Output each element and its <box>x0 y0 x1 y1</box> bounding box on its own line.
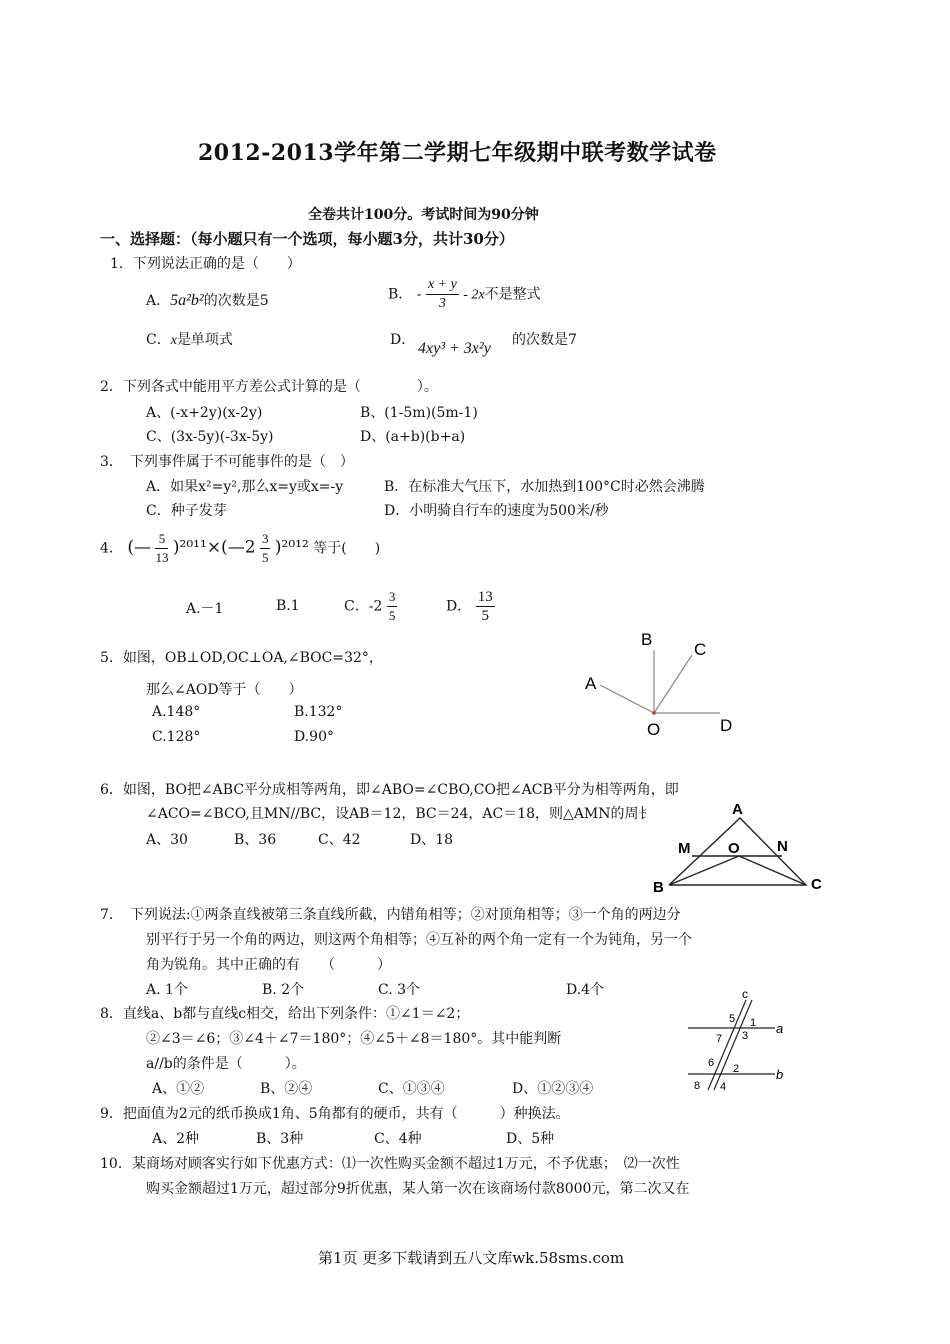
triangle-figure <box>646 798 832 896</box>
label-m: M <box>678 840 691 857</box>
parallel-lines-figure <box>680 986 800 1096</box>
q6-option-d: D、18 <box>410 832 454 848</box>
q3-stem: 3． 下列事件属于不可能事件的是（ ） <box>100 454 354 470</box>
angle-3: 3 <box>742 1030 749 1042</box>
q7-option-b: B. 2个 <box>262 982 305 998</box>
section-heading: 一、选择题：（每小题只有一个选项，每小题3分，共计30分） <box>100 230 514 248</box>
label-c: C <box>811 876 822 893</box>
q2-option-d: D、(a+b)(b+a) <box>360 429 466 445</box>
q3-option-c: C．种子发芽 <box>146 503 227 519</box>
angle-8: 8 <box>694 1080 701 1092</box>
q8-line-1: 8．直线a、b都与直线c相交，给出下列条件：①∠1＝∠2； <box>100 1006 470 1022</box>
q10-line-2: 购买金额超过1万元，超过部分9折优惠，某人第一次在该商场付款8000元，第二次又在 <box>146 1181 690 1197</box>
q3-option-b: B．在标准大气压下，水加热到100°C时必然会沸腾 <box>384 479 705 495</box>
q10-line-1: 10．某商场对顾客实行如下优惠方式：⑴一次性购买金额不超过1万元，不予优惠； ⑵一次性 <box>100 1156 680 1172</box>
angle-1: 1 <box>750 1017 757 1029</box>
q8-option-b: B、②④ <box>260 1081 313 1097</box>
q1-option-d-text: 的次数是7 <box>512 332 577 348</box>
line-c1 <box>708 1000 749 1090</box>
angle-2: 2 <box>733 1063 740 1075</box>
label-c: c <box>742 987 748 1001</box>
q6-line-1: 6．如图，BO把∠ABC平分成相等两角，即∠ABO=∠CBO,CO把∠ACB平分为相等两角，即 <box>100 782 679 798</box>
label-o: O <box>728 840 740 857</box>
angle-6: 6 <box>708 1057 715 1069</box>
q6-option-c: C、42 <box>318 832 361 848</box>
q2-stem: 2．下列各式中能用平方差公式计算的是（ ）。 <box>100 379 438 395</box>
q3-option-a: A．如果x²=y²,那么x=y或x=-y <box>146 479 344 495</box>
q1-option-d-expr: 4xy³ + 3x²y <box>418 340 491 357</box>
q5-option-d: D.90° <box>294 729 334 745</box>
point-o <box>652 711 656 715</box>
q5-option-c: C.128° <box>152 729 201 745</box>
q7-line-2: 别平行于另一个角的两边，则这两个角相等；④互补的两个角一定有一个为钝角，另一个 <box>146 932 692 948</box>
page-title: 2012-2013学年第二学期七年级期中联考数学试卷 <box>198 140 717 166</box>
q5-option-a: A.148° <box>152 704 201 720</box>
q9-option-a: A、2种 <box>152 1131 200 1147</box>
q1-option-b: B． - $\frac{x + y}{3}$ - 2x不是整式 <box>388 277 541 311</box>
q2-option-a: A、(-x+2y)(x-2y) <box>146 405 263 421</box>
angle-figure <box>580 625 760 745</box>
q4-option-a: A.－1 <box>186 601 224 617</box>
q8-line-2: ②∠3＝∠6；③∠4＋∠7＝180°；④∠5＋∠8＝180°。其中能判断 <box>146 1031 562 1047</box>
angle-5: 5 <box>729 1013 736 1025</box>
q6-option-a: A、30 <box>146 832 188 848</box>
q2-option-b: B、(1-5m)(5m-1) <box>360 405 478 421</box>
q7-option-c: C. 3个 <box>378 982 421 998</box>
label-c: C <box>694 640 707 659</box>
q3-option-d: D．小明骑自行车的速度为500米/秒 <box>384 503 609 519</box>
angle-4: 4 <box>720 1081 727 1093</box>
angle-7: 7 <box>716 1033 723 1045</box>
q1-stem: 1．下列说法正确的是（ ） <box>110 256 301 272</box>
q5-option-b: B.132° <box>294 704 343 720</box>
label-a: A <box>732 801 743 818</box>
q6-line-2: ∠ACO=∠BCO,且MN//BC，设AB＝12，BC＝24，AC＝18，则△AMN的周长为 <box>146 806 667 822</box>
line-bo <box>669 856 739 885</box>
q6-option-b: B、36 <box>234 832 277 848</box>
label-a: a <box>776 1021 784 1036</box>
q9-option-c: C、4种 <box>374 1131 422 1147</box>
q7-option-d: D.4个 <box>566 982 605 998</box>
q4-option-d: D． $\frac{13}{5}$ <box>446 589 493 624</box>
q9-stem: 9．把面值为2元的纸币换成1角、5角都有的硬币，共有（ ）种换法。 <box>100 1106 570 1122</box>
label-o: O <box>647 720 661 739</box>
q4-option-c: C．-2 $\frac{3}{5}$ <box>344 589 396 623</box>
q4-stem: 4． (— $\frac{5}{13}$ )²⁰¹¹×(—2 $\frac{3}{5}$ )²⁰¹² 等于( ) <box>100 531 381 565</box>
ray-oc <box>654 655 692 713</box>
q8-option-a: A、①② <box>152 1081 205 1097</box>
q8-line-3: a//b的条件是（ ）。 <box>146 1056 306 1072</box>
q1-option-c: C．x是单项式 <box>146 332 233 348</box>
q4-option-b: B.1 <box>276 598 300 614</box>
line-co <box>739 856 806 885</box>
q7-line-3: 角为锐角。其中正确的有 （ ） <box>146 957 391 973</box>
label-b: b <box>776 1067 784 1082</box>
q8-option-d: D、①②③④ <box>512 1081 594 1097</box>
exam-info: 全卷共计100分。考试时间为90分钟 <box>308 207 539 223</box>
q1-option-a: A．5a²b²的次数是5 <box>146 292 269 309</box>
q7-option-a: A. 1个 <box>146 982 188 998</box>
ray-oa <box>600 685 654 713</box>
q1-option-d: D． <box>390 332 416 348</box>
q7-line-1: 7． 下列说法:①两条直线被第三条直线所截，内错角相等；②对顶角相等；③一个角的两边分 <box>100 907 681 923</box>
q9-option-d: D、5种 <box>506 1131 555 1147</box>
label-b: B <box>641 630 653 649</box>
label-n: N <box>777 838 788 855</box>
q2-option-c: C、(3x-5y)(-3x-5y) <box>146 429 274 445</box>
q9-option-b: B、3种 <box>256 1131 304 1147</box>
label-a: A <box>585 674 597 693</box>
page-footer: 第1页 更多下载请到五八文库wk.58sms.com <box>318 1249 625 1267</box>
label-d: D <box>720 716 733 735</box>
q5-stem: 5．如图，OB⊥OD,OC⊥OA,∠BOC=32°， <box>100 650 383 666</box>
q5-stem-2: 那么∠AOD等于（ ） <box>146 682 303 698</box>
q8-option-c: C、①③④ <box>378 1081 445 1097</box>
label-b: B <box>653 879 664 896</box>
